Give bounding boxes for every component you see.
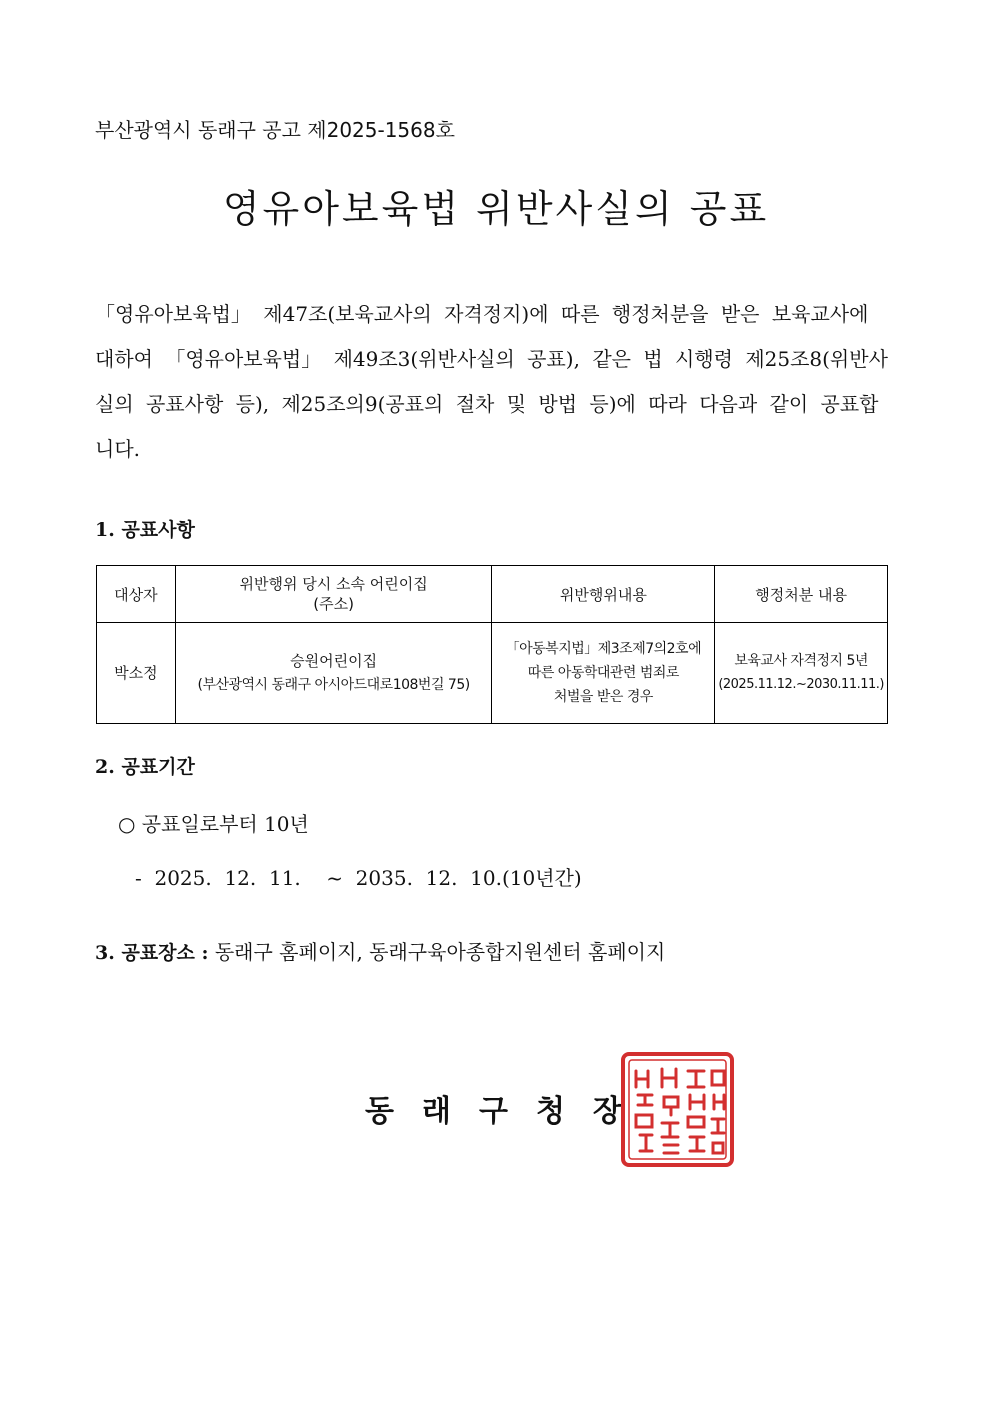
- penalty-period: (2025.11.12.~2030.11.11.): [718, 677, 884, 692]
- section-3-heading: 3. 공표장소 :: [95, 942, 209, 964]
- document-title: 영유아보육법 위반사실의 공표: [222, 187, 770, 231]
- daycare-address: (부산광역시 동래구 아시아드대로108번길 75): [197, 677, 470, 693]
- header-violation: 위반행위내용: [492, 566, 715, 623]
- header-daycare: 위반행위 당시 소속 어린이집 (주소): [175, 566, 492, 623]
- issuer-name: 동래구청장: [365, 1094, 650, 1129]
- table-row: [97, 623, 888, 724]
- official-seal: [620, 1051, 735, 1168]
- header-penalty: 행정처분 내용: [715, 566, 888, 623]
- cell-subject: 박소정: [97, 623, 176, 724]
- period-range: - 2025. 12. 11. ~ 2035. 12. 10.(10년간): [135, 866, 582, 890]
- header-subject: 대상자: [97, 566, 176, 623]
- penalty-text: 보육교사 자격정지 5년: [734, 653, 868, 669]
- cell-penalty: [715, 623, 888, 724]
- notice-number: 부산광역시 동래구 공고 제2025-1568호: [95, 118, 455, 142]
- section-3: [95, 936, 665, 965]
- cell-violation: 「아동복지법」제3조제7의2호에 따른 아동학대관련 범죄로 처벌을 받은 경우: [492, 623, 715, 724]
- intro-paragraph: 「영유아보육법」 제47조(보육교사의 자격정지)에 따른 행정처분을 받은 보육교사에 대하여 「영유아보육법」 제49조3(위반사실의 공표), 같은 법 시행령 제25조8(위반사실의 공표사항 등), 제25조의9(공표의 절차 및 방법 등)에 따라 다음과 같이 공표합니다.: [95, 302, 888, 461]
- announcement-table: [96, 565, 888, 724]
- cell-daycare: [175, 623, 492, 724]
- section-2-heading: 2. 공표기간: [95, 756, 195, 778]
- period-bullet: ○ 공표일로부터 10년: [118, 812, 309, 836]
- daycare-name: 승원어린이집: [290, 652, 378, 670]
- table-header-row: [97, 566, 888, 623]
- section-1-heading: 1. 공표사항: [95, 519, 195, 541]
- section-3-text: 동래구 홈페이지, 동래구육아종합지원센터 홈페이지: [208, 940, 666, 964]
